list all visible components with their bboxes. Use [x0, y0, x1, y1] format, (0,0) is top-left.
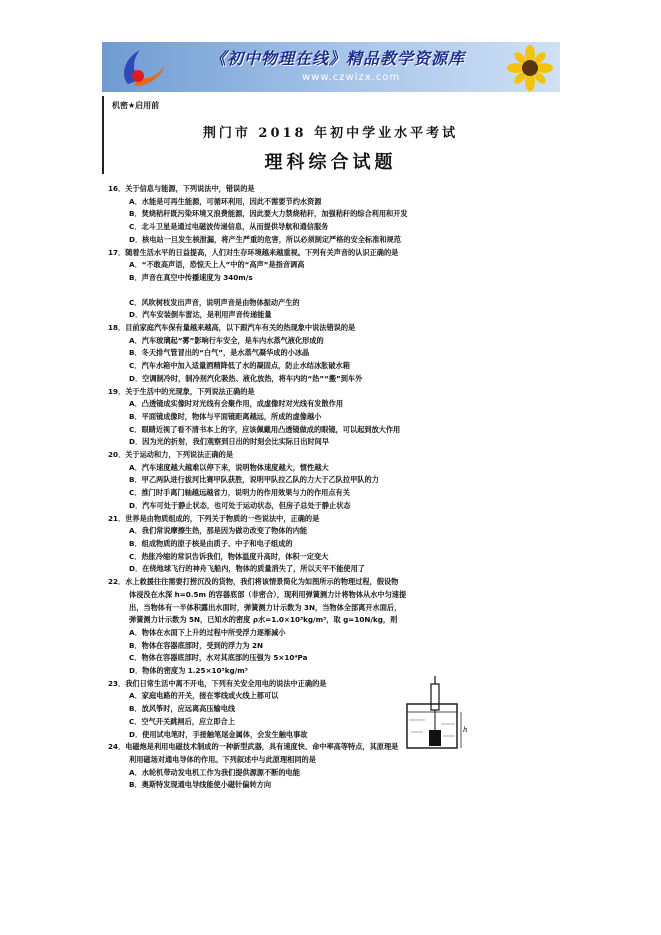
- option-a: A．水轮机带动发电机工作为我们提供源源不断的电能: [129, 767, 300, 777]
- question-stem: 22．水上救援往往需要打捞沉没的货物，我们将该情景简化为如图所示的物理过程，假设物: [108, 577, 399, 587]
- depth-label: h: [463, 726, 468, 734]
- option-a: A．家庭电路的开关，接在零线或火线上都可以: [129, 691, 279, 701]
- option-c: C．汽车水箱中加入适量酒精降低了水的凝固点，防止水结冰胀破水箱: [129, 361, 350, 371]
- banner-title: 《初中物理在线》精品教学资源库: [210, 49, 466, 68]
- option-d: D．使用试电笔时，手接触笔尾金属体，会发生触电事故: [129, 729, 308, 739]
- water-container-diagram: [405, 676, 467, 750]
- option-c: C．空气开关跳闸后，应立即合上: [129, 716, 235, 726]
- option-a: A．水能是可再生能源，可循环利用，因此不需要节约水资源: [129, 196, 322, 206]
- question-17: [108, 247, 548, 323]
- question-stem: 21．世界是由物质组成的，下列关于物质的一些说法中，正确的是: [108, 513, 320, 523]
- question-stem: 17．随着生活水平的日益提高，人们对生存环境越来越重视。下列有关声音的认识正确的是: [108, 247, 399, 257]
- option-b: B．冬天排气管冒出的“白气”，是水蒸气凝华成的小冰晶: [129, 348, 310, 358]
- option-d: D．空调制冷时，制冷剂汽化吸热、液化放热，将车内的“热”“搬”到车外: [129, 373, 363, 383]
- option-b: B．焚烧秸秆既污染环境又浪费能源，因此要大力禁烧秸秆，加强秸秆的综合利用和开发: [129, 209, 408, 219]
- question-18: [108, 322, 548, 386]
- option-c: C．北斗卫星是通过电磁波传递信息，从而提供导航和通信服务: [129, 222, 329, 232]
- question-stem-line: 利用磁场对通电导体的作用。下列叙述中与此原理相同的是: [129, 754, 316, 764]
- question-16: [108, 183, 548, 247]
- question-stem-line: 体浸没在水深 h=0.5m 的容器底部（非密合），现利用弹簧测力计将物体从水中匀速提: [129, 589, 407, 599]
- confidential-label: 机密★启用前: [112, 101, 160, 110]
- question-19: [108, 386, 548, 450]
- option-c: C．风吹树枝发出声音，说明声音是由物体振动产生的: [129, 297, 300, 307]
- exam-title: 荆门市 2018 年初中学业水平考试: [202, 126, 459, 141]
- question-20: [108, 449, 548, 513]
- option-b: B．放风筝时，应远离高压输电线: [129, 704, 236, 714]
- option-c: C．物体在容器底部时，水对其底部的压强为 5×10⁴Pa: [129, 653, 308, 663]
- blank-gap: [108, 285, 548, 297]
- option-b: B．组成物质的原子核是由质子、中子和电子组成的: [129, 538, 293, 548]
- option-b: B．物体在容器底部时，受到的浮力为 2N: [129, 640, 263, 650]
- option-c: C．推门时手离门轴越远越省力，说明力的作用效果与力的作用点有关: [129, 488, 350, 498]
- question-stem: 20．关于运动和力，下列说法正确的是: [108, 450, 234, 460]
- option-d: D．核电站一旦发生核泄漏，将产生严重的危害，所以必须制定严格的安全标准和规范: [129, 234, 401, 244]
- option-c: C．眼睛近视了看不清书本上的字，应该佩戴用凸透镜做成的眼镜，可以起到放大作用: [129, 424, 401, 434]
- option-d: D．物体的密度为 1.25×10³kg/m³: [129, 666, 248, 676]
- question-24: [108, 741, 548, 792]
- option-b: B．声音在真空中传播速度为 340m/s: [129, 272, 253, 282]
- question-stem: 19．关于生活中的光现象，下列说法正确的是: [108, 386, 255, 396]
- question-stem: 24．电磁炮是利用电磁技术制成的一种新型武器，具有速度快、命中率高等特点，其原理是: [108, 742, 399, 752]
- spring-scale-icon: [431, 684, 439, 710]
- question-stem-line: 弹簧测力计示数为 5N，已知水的密度 ρ水=1.0×10³kg/m³，取 g=10N/kg，则: [129, 615, 398, 625]
- banner-url[interactable]: www.czwlzx.com: [302, 72, 401, 83]
- option-b: B．平面镜成像时，物体与平面镜距离越远，所成的虚像越小: [129, 411, 322, 421]
- option-d: D．因为光的折射，我们观察到日出的时刻会比实际日出时间早: [129, 437, 330, 447]
- question-stem: 18．目前家庭汽车保有量越来越高，以下跟汽车有关的热现象中说法错误的是: [108, 323, 356, 333]
- orange-blue-swoosh-logo-icon: [110, 46, 170, 88]
- sunflower-icon: [492, 44, 556, 92]
- question-list: [108, 183, 548, 792]
- question-22: [108, 576, 548, 678]
- option-d: D．汽车可处于静止状态，也可处于运动状态，但房子总处于静止状态: [129, 500, 351, 510]
- submerged-object: [429, 730, 441, 746]
- option-b: B．甲乙两队进行拔河比赛甲队获胜，说明甲队拉乙队的力大于乙队拉甲队的力: [129, 475, 379, 485]
- option-a: A．我们常说摩擦生热，那是因为做功改变了物体的内能: [129, 526, 308, 536]
- option-b: B．奥斯特发现通电导线能使小磁针偏转方向: [129, 780, 272, 790]
- option-a: A．物体在水面下上升的过程中所受浮力逐渐减小: [129, 627, 286, 637]
- question-21: [108, 513, 548, 577]
- option-a: A．“不敢高声语，恐惊天上人”中的“高声”是指音调高: [129, 260, 305, 270]
- question-stem: 23．我们日常生活中离不开电，下列有关安全用电的说法中正确的是: [108, 678, 327, 688]
- question-23: [108, 678, 548, 742]
- exam-subtitle: 理科综合试题: [264, 152, 397, 173]
- option-c: C．热胀冷缩的常识告诉我们，物体温度升高时，体积一定变大: [129, 551, 329, 561]
- header-banner: [102, 42, 560, 92]
- question-stem: 16．关于信息与能源，下列说法中，错误的是: [108, 184, 255, 193]
- question-stem-line: 出，当物体有一半体积露出水面时，弹簧测力计示数为 3N，当物体全部离开水面后，: [129, 602, 402, 612]
- option-a: A．汽车速度越大越难以停下来，说明物体速度越大，惯性越大: [129, 462, 329, 472]
- option-d: D．汽车安装倒车雷达，是利用声音传递能量: [129, 310, 272, 320]
- option-d: D．在绕地球飞行的神舟飞船内，物体的质量消失了，所以天平不能使用了: [129, 564, 365, 574]
- option-a: A．凸透镜成实像时对光线有会聚作用，成虚像时对光线有发散作用: [129, 399, 344, 409]
- option-a: A．汽车玻璃起“雾”影响行车安全，是车内水蒸气液化形成的: [129, 335, 324, 345]
